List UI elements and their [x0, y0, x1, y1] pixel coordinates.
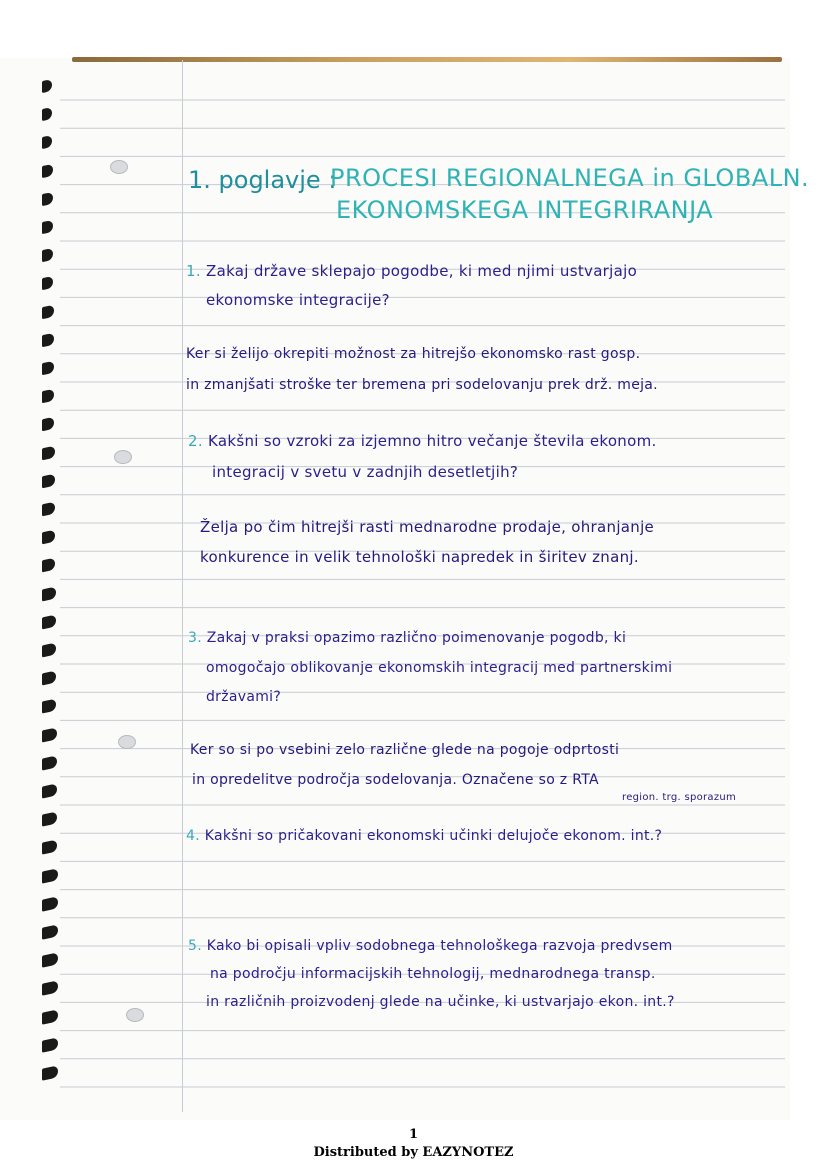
spiral-coil — [42, 868, 58, 883]
question-3-line-1: 3. Zakaj v praksi opazimo različno poimenovanje pogodb, ki — [188, 630, 627, 646]
spiral-coil — [42, 671, 56, 686]
spiral-coil — [42, 445, 55, 460]
question-4-line-1: 4. Kakšni so pričakovani ekonomski učinki delujoče ekonom. int.? — [186, 828, 663, 844]
spiral-coil — [42, 586, 56, 601]
question-4-number: 4. — [186, 828, 200, 844]
spiral-coil — [42, 220, 53, 234]
spiral-coil — [42, 952, 58, 967]
spiral-coil — [42, 783, 57, 798]
answer-3-note: region. trg. sporazum — [622, 792, 737, 803]
spiral-coil — [42, 755, 57, 770]
spiral-coil — [42, 1037, 58, 1052]
spiral-coil — [42, 558, 55, 573]
spiral-coil — [42, 135, 52, 149]
spiral-coil — [42, 643, 56, 658]
spiral-coil — [42, 361, 54, 376]
spiral-coil — [42, 192, 53, 206]
spiral-coil — [42, 502, 55, 517]
punch-hole — [126, 1008, 144, 1022]
spiral-coil — [42, 333, 54, 348]
spiral-coil — [42, 699, 56, 714]
spiral-coil — [42, 924, 58, 939]
spiral-coil — [42, 812, 57, 827]
question-2-line-2: integracij v svetu v zadnjih desetletjih? — [212, 463, 519, 481]
question-1-line-1: 1. Zakaj države sklepajo pogodbe, ki med njimi ustvarjajo — [186, 262, 638, 280]
question-2-number: 2. — [188, 432, 203, 450]
spiral-binding — [36, 80, 76, 1100]
answer-2-line-1: Želja po čim hitrejši rasti mednarodne prodaje, ohranjanje — [200, 518, 655, 536]
question-3-line-3: državami? — [206, 689, 282, 705]
spiral-coil — [42, 276, 53, 290]
spiral-coil — [42, 389, 54, 404]
spiral-coil — [42, 417, 54, 432]
punch-hole — [110, 160, 128, 174]
chapter-title-line1: PROCESI REGIONALNEGA in GLOBALN. — [330, 164, 810, 192]
spiral-coil — [42, 981, 58, 996]
punch-hole — [118, 735, 136, 749]
answer-1-line-1: Ker si želijo okrepiti možnost za hitrejšo ekonomsko rast gosp. — [186, 346, 641, 362]
margin-line — [182, 60, 183, 1112]
spiral-coil — [42, 107, 52, 121]
spiral-coil — [42, 473, 55, 488]
question-5-line-2: na področju informacijskih tehnologij, mednarodnega transp. — [210, 966, 656, 982]
answer-3-line-2: in opredelitve področja sodelovanja. Označene so z RTA — [192, 772, 599, 788]
chapter-title-line2: EKONOMSKEGA INTEGRIRANJA — [336, 196, 714, 224]
answer-3-line-1: Ker so si po vsebini zelo različne glede na pogoje odprtosti — [190, 742, 620, 758]
question-3-number: 3. — [188, 630, 202, 646]
answer-2-line-2: konkurence in velik tehnološki napredek in širitev znanj. — [200, 548, 639, 566]
spiral-coil — [42, 1009, 58, 1024]
question-3-line-2: omogočajo oblikovanje ekonomskih integracij med partnerskimi — [206, 660, 673, 676]
question-1-line-2: ekonomske integracije? — [206, 291, 390, 309]
spiral-coil — [42, 530, 55, 545]
spiral-coil — [42, 896, 58, 911]
spiral-coil — [42, 304, 54, 318]
question-2-line-1: 2. Kakšni so vzroki za izjemno hitro večanje števila ekonom. — [188, 432, 657, 450]
chapter-number: 1. poglavje : — [188, 166, 337, 194]
answer-1-line-2: in zmanjšati stroške ter bremena pri sodelovanju prek drž. meja. — [186, 377, 658, 393]
question-5-number: 5. — [188, 938, 202, 954]
question-5-line-3: in različnih proizvodenj glede na učinke, ki ustvarjajo ekon. int.? — [206, 994, 675, 1010]
spiral-coil — [42, 1065, 58, 1080]
spiral-coil — [42, 840, 57, 855]
spiral-coil — [42, 727, 57, 742]
spiral-coil — [42, 614, 56, 629]
spiral-coil — [42, 163, 53, 177]
question-5-line-1: 5. Kako bi opisali vpliv sodobnega tehnološkega razvoja predvsem — [188, 938, 673, 954]
spiral-coil — [42, 79, 52, 93]
distributed-by: Distributed by EAZYNOTEZ — [313, 1145, 514, 1160]
page-number: 1 — [408, 1127, 419, 1142]
question-1-number: 1. — [186, 262, 201, 280]
spiral-coil — [42, 248, 53, 262]
punch-hole — [114, 450, 132, 464]
